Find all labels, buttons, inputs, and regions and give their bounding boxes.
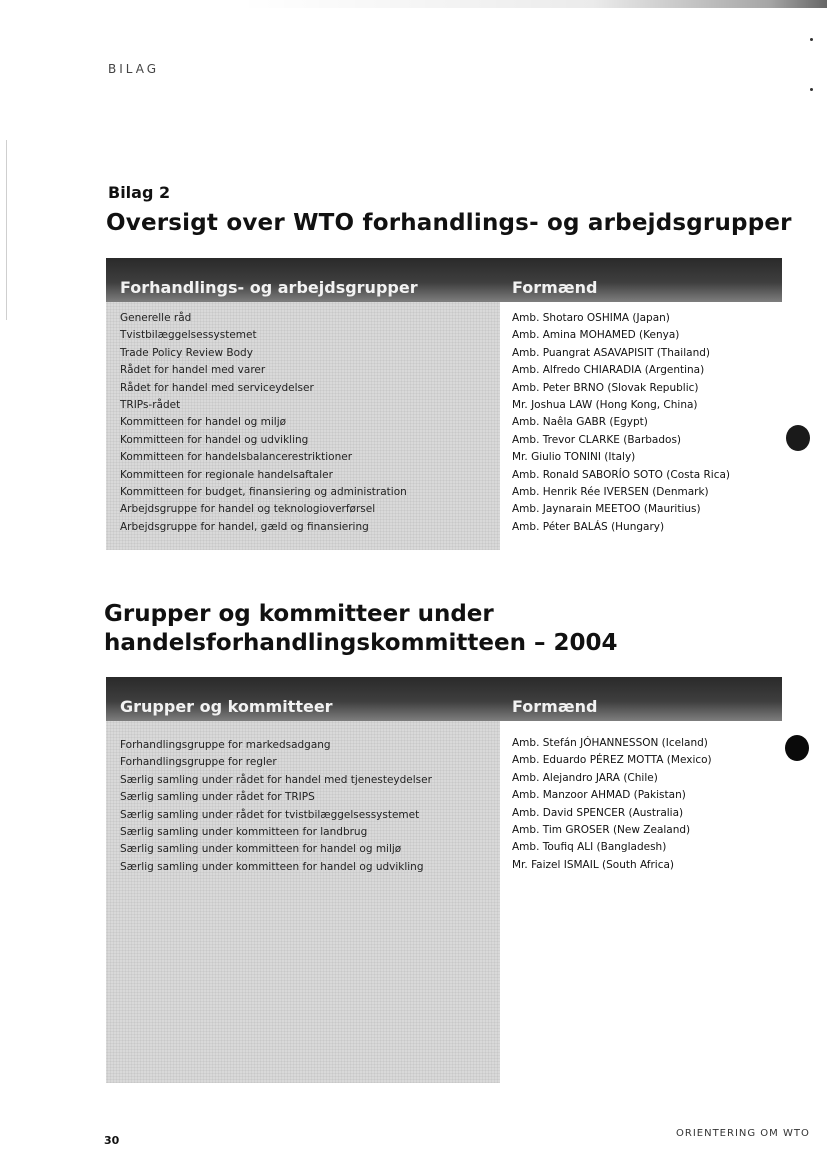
binder-hole-mark xyxy=(786,425,810,451)
column-header-chairs: Formænd xyxy=(512,278,598,297)
group-name: Rådet for handel med serviceydelser xyxy=(120,381,314,394)
section-title-line-2: handelsforhandlingskommitteen – 2004 xyxy=(104,630,618,656)
chair-name: Amb. Eduardo PÉREZ MOTTA (Mexico) xyxy=(512,754,712,767)
scan-speck xyxy=(810,38,813,41)
chair-name: Amb. David SPENCER (Australia) xyxy=(512,806,684,819)
group-name: Trade Policy Review Body xyxy=(120,346,253,359)
group-name: Særlig samling under kommitteen for handel og miljø xyxy=(120,843,402,856)
chair-name: Mr. Giulio TONINI (Italy) xyxy=(512,451,636,464)
group-name: Arbejdsgruppe for handel og teknologioverførsel xyxy=(120,503,376,516)
group-name: Forhandlingsgruppe for markedsadgang xyxy=(120,739,331,751)
chair-name: Mr. Joshua LAW (Hong Kong, China) xyxy=(512,399,698,412)
section-title xyxy=(104,600,617,658)
group-name: Kommitteen for handel og miljø xyxy=(120,416,287,429)
page-number: 30 xyxy=(104,1134,120,1147)
groups-column xyxy=(106,302,500,550)
binder-hole-mark xyxy=(785,735,809,761)
table-header xyxy=(106,677,782,721)
group-name: Generelle råd xyxy=(120,312,192,324)
chair-name: Amb. Shotaro OSHIMA (Japan) xyxy=(512,312,670,324)
chair-name: Amb. Manzoor AHMAD (Pakistan) xyxy=(512,789,686,802)
margin-rule xyxy=(6,140,7,320)
running-header: BILAG xyxy=(108,62,160,76)
chair-name: Amb. Amina MOHAMED (Kenya) xyxy=(512,329,680,342)
chair-name: Amb. Trevor CLARKE (Barbados) xyxy=(512,433,682,446)
chair-name: Amb. Ronald SABORÍO SOTO (Costa Rica) xyxy=(512,468,731,481)
group-name: Særlig samling under kommitteen for landbrug xyxy=(120,826,368,839)
chair-name: Amb. Peter BRNO (Slovak Republic) xyxy=(512,381,699,394)
chair-name: Amb. Naêla GABR (Egypt) xyxy=(512,416,648,429)
group-name: Rådet for handel med varer xyxy=(120,364,266,377)
group-name: Særlig samling under rådet for TRIPS xyxy=(120,791,315,804)
chairs-column xyxy=(512,721,782,874)
group-name: Kommitteen for regionale handelsaftaler xyxy=(120,468,333,481)
column-header-groups: Forhandlings- og arbejdsgrupper xyxy=(120,278,418,297)
chairs-column xyxy=(512,302,782,536)
group-name: Forhandlingsgruppe for regler xyxy=(120,756,277,769)
column-header-groups: Grupper og kommitteer xyxy=(120,697,333,716)
chair-name: Amb. Péter BALÁS (Hungary) xyxy=(512,520,665,533)
section-title-line-1: Grupper og kommitteer under xyxy=(104,601,494,627)
negotiating-groups-table xyxy=(106,677,782,1083)
groups-column xyxy=(106,721,500,1083)
page-title: Oversigt over WTO forhandlings- og arbejdsgrupper xyxy=(106,210,792,236)
scan-speck xyxy=(810,88,813,91)
scan-noise xyxy=(240,0,827,8)
chair-name: Amb. Jaynarain MEETOO (Mauritius) xyxy=(512,503,701,516)
group-name: TRIPs-rådet xyxy=(120,399,181,412)
group-name: Særlig samling under rådet for handel med tjenesteydelser xyxy=(120,773,432,786)
chair-name: Amb. Toufiq ALI (Bangladesh) xyxy=(512,841,667,854)
group-name: Kommitteen for handelsbalancerestriktioner xyxy=(120,451,353,464)
chair-name: Amb. Alejandro JARA (Chile) xyxy=(512,771,658,784)
appendix-number: Bilag 2 xyxy=(108,183,171,202)
group-name: Kommitteen for handel og udvikling xyxy=(120,433,309,446)
chair-name: Amb. Henrik Rée IVERSEN (Denmark) xyxy=(512,486,709,499)
chair-name: Amb. Tim GROSER (New Zealand) xyxy=(512,824,691,837)
chair-name: Amb. Puangrat ASAVAPISIT (Thailand) xyxy=(512,346,710,359)
running-footer: ORIENTERING OM WTO xyxy=(676,1128,810,1139)
chair-name: Mr. Faizel ISMAIL (South Africa) xyxy=(512,858,675,871)
chair-name: Amb. Alfredo CHIARADIA (Argentina) xyxy=(512,364,705,377)
chair-name: Amb. Stefán JÓHANNESSON (Iceland) xyxy=(512,737,708,749)
table-header xyxy=(106,258,782,302)
group-name: Tvistbilæggelsessystemet xyxy=(120,329,257,342)
group-name: Særlig samling under kommitteen for handel og udvikling xyxy=(120,860,424,873)
working-groups-table xyxy=(106,258,782,550)
column-header-chairs: Formænd xyxy=(512,697,598,716)
group-name: Arbejdsgruppe for handel, gæld og finansiering xyxy=(120,520,369,533)
group-name: Kommitteen for budget, finansiering og administration xyxy=(120,486,407,499)
group-name: Særlig samling under rådet for tvistbilæggelsessystemet xyxy=(120,808,420,821)
